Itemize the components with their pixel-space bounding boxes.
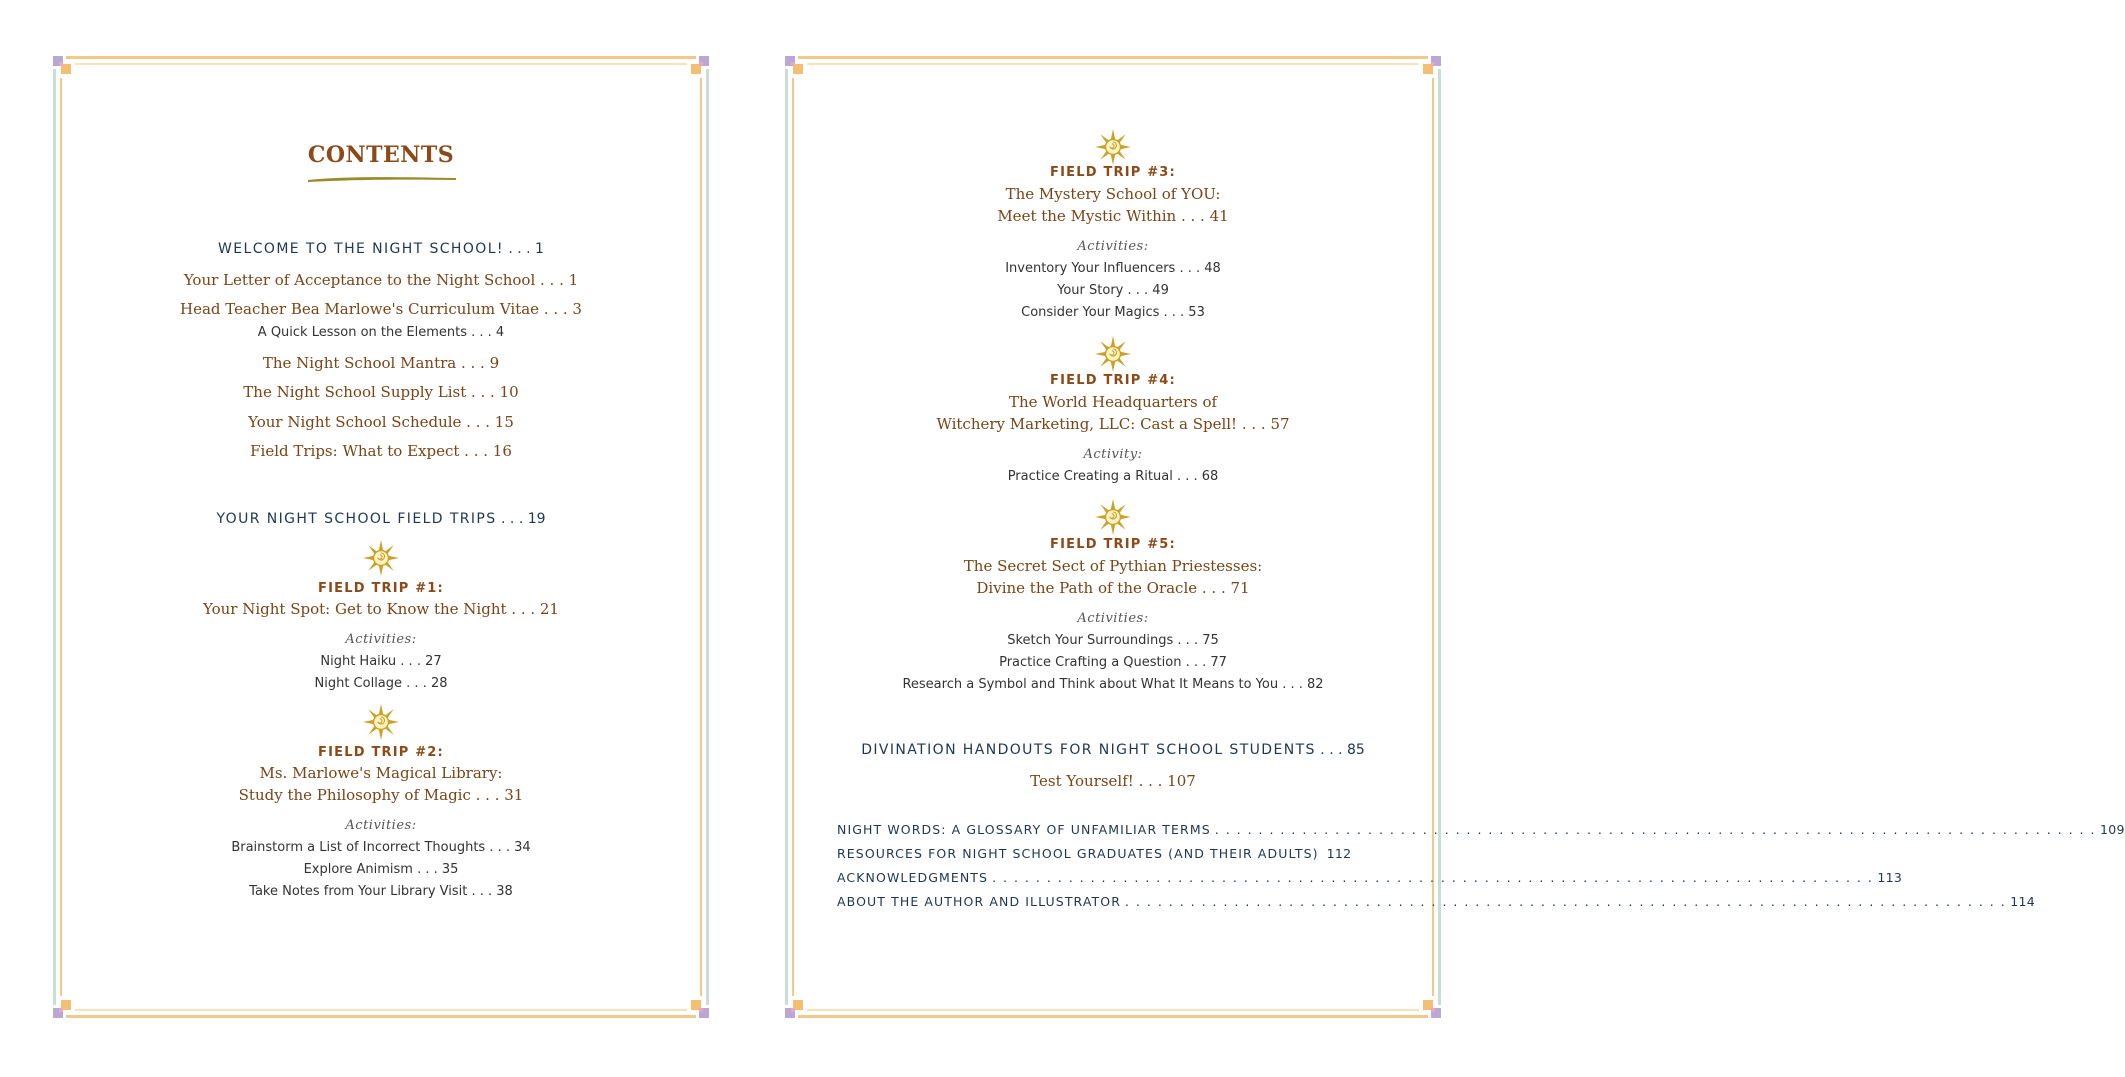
field-trip-title[interactable]: Ms. Marlowe's Magical Library:: [259, 764, 503, 782]
activity-entry[interactable]: Take Notes from Your Library Visit . . . 38: [249, 884, 513, 899]
activity-entry[interactable]: Practice Creating a Ritual . . . 68: [1007, 469, 1219, 484]
left-page: [53, 56, 709, 1018]
star-sun-icon: [363, 704, 399, 740]
section-heading-welcome[interactable]: WELCOME TO THE NIGHT SCHOOL! . . . 1: [218, 241, 544, 257]
star-sun-icon: [1095, 129, 1131, 165]
back-matter-entry[interactable]: ACKNOWLEDGMENTS . . . . . . . . . . . . . . . . . . . . . . . . . . . . . . . . . . . . . . . . . . . . . . . . . . . . . . . . . . . . . . . . . . . . . . . . . . . . . . . . . 113: [837, 870, 1903, 885]
leader-dots: . . . . . . . . . . . . . . . . . . . . . . . . . . . . . . . . . . . . . . . . . . . . . . . . . . . . . . . . . . . . . . . . . . . . . . . . . . . . . . . . .: [992, 870, 1874, 885]
field-trip-title[interactable]: Study the Philosophy of Magic . . . 31: [238, 786, 524, 804]
activity-entry[interactable]: Explore Animism . . . 35: [303, 862, 459, 877]
star-sun-icon: [363, 540, 399, 576]
field-trip-label: FIELD TRIP #3:: [1050, 165, 1176, 180]
field-trip-label: FIELD TRIP #1:: [318, 581, 444, 596]
back-matter-entry[interactable]: RESOURCES FOR NIGHT SCHOOL GRADUATES (AND THEIR ADULTS) 112: [837, 846, 1352, 861]
field-trip-label: FIELD TRIP #2:: [318, 745, 444, 760]
toc-entry[interactable]: Field Trips: What to Expect . . . 16: [250, 442, 512, 460]
field-trip-title[interactable]: Divine the Path of the Oracle . . . 71: [976, 579, 1250, 597]
section-heading-divination[interactable]: DIVINATION HANDOUTS FOR NIGHT SCHOOL STUDENTS . . . 85: [861, 742, 1365, 758]
back-matter-entry[interactable]: NIGHT WORDS: A GLOSSARY OF UNFAMILIAR TERMS . . . . . . . . . . . . . . . . . . . . . . . . . . . . . . . . . . . . . . . . . . . . . . . . . . . . . . . . . . . . . . . . . . . . . . . . . . . . . . . . . 109: [837, 822, 2125, 837]
section-heading-field-trips[interactable]: YOUR NIGHT SCHOOL FIELD TRIPS . . . 19: [216, 511, 546, 527]
activity-entry[interactable]: Practice Crafting a Question . . . 77: [999, 655, 1227, 670]
activity-entry[interactable]: Consider Your Magics . . . 53: [1021, 305, 1205, 320]
field-trip-label: FIELD TRIP #4:: [1050, 373, 1176, 388]
toc-entry[interactable]: Your Night School Schedule . . . 15: [248, 413, 514, 431]
toc-entry[interactable]: Test Yourself! . . . 107: [1030, 772, 1196, 790]
activity-entry[interactable]: Night Haiku . . . 27: [320, 654, 442, 669]
activities-label: Activities:: [1077, 239, 1149, 254]
contents-title: CONTENTS: [307, 142, 455, 168]
activity-entry[interactable]: Sketch Your Surroundings . . . 75: [1007, 633, 1219, 648]
star-sun-icon: [1095, 499, 1131, 535]
toc-subentry[interactable]: A Quick Lesson on the Elements . . . 4: [257, 325, 505, 340]
toc-entry[interactable]: The Night School Supply List . . . 10: [243, 383, 519, 401]
leader-dots: . . . . . . . . . . . . . . . . . . . . . . . . . . . . . . . . . . . . . . . . . . . . . . . . . . . . . . . . . . . . . . . . . . . . . . . . . . . . . . . . .: [1214, 822, 2096, 837]
back-matter-entry[interactable]: ABOUT THE AUTHOR AND ILLUSTRATOR . . . . . . . . . . . . . . . . . . . . . . . . . . . . . . . . . . . . . . . . . . . . . . . . . . . . . . . . . . . . . . . . . . . . . . . . . . . . . . . . . 114: [837, 894, 2035, 909]
field-trip-label: FIELD TRIP #5:: [1050, 537, 1176, 552]
field-trip-title[interactable]: The World Headquarters of: [1008, 393, 1218, 411]
field-trip-title[interactable]: Your Night Spot: Get to Know the Night . . . 21: [203, 600, 559, 618]
toc-entry[interactable]: The Night School Mantra . . . 9: [262, 354, 500, 372]
leader-dots: . . . . . . . . . . . . . . . . . . . . . . . . . . . . . . . . . . . . . . . . . . . . . . . . . . . . . . . . . . . . . . . . . . . . . . . . . . . . . . . . .: [1124, 894, 2007, 909]
activity-entry[interactable]: Night Collage . . . 28: [314, 676, 448, 691]
activities-label: Activity:: [1083, 447, 1143, 462]
activities-label: Activities:: [345, 818, 417, 833]
activity-entry[interactable]: Inventory Your Influencers . . . 48: [1005, 261, 1221, 276]
field-trip-title[interactable]: Witchery Marketing, LLC: Cast a Spell! . . . 57: [936, 415, 1290, 433]
activity-entry[interactable]: Brainstorm a List of Incorrect Thoughts . . . 34: [231, 840, 531, 855]
activity-entry[interactable]: Your Story . . . 49: [1057, 283, 1169, 298]
toc-entry[interactable]: Head Teacher Bea Marlowe's Curriculum Vitae . . . 3: [180, 300, 582, 318]
right-page: [785, 56, 2125, 1018]
field-trip-title[interactable]: The Secret Sect of Pythian Priestesses:: [963, 557, 1263, 575]
activities-label: Activities:: [1077, 611, 1149, 626]
brush-underline-icon: [306, 174, 458, 184]
activity-entry[interactable]: Research a Symbol and Think about What It Means to You . . . 82: [902, 677, 1324, 692]
star-sun-icon: [1095, 336, 1131, 372]
activities-label: Activities:: [345, 632, 417, 647]
field-trip-title[interactable]: The Mystery School of YOU:: [1005, 185, 1221, 203]
field-trip-title[interactable]: Meet the Mystic Within . . . 41: [997, 207, 1229, 225]
toc-entry[interactable]: Your Letter of Acceptance to the Night School . . . 1: [183, 271, 579, 289]
